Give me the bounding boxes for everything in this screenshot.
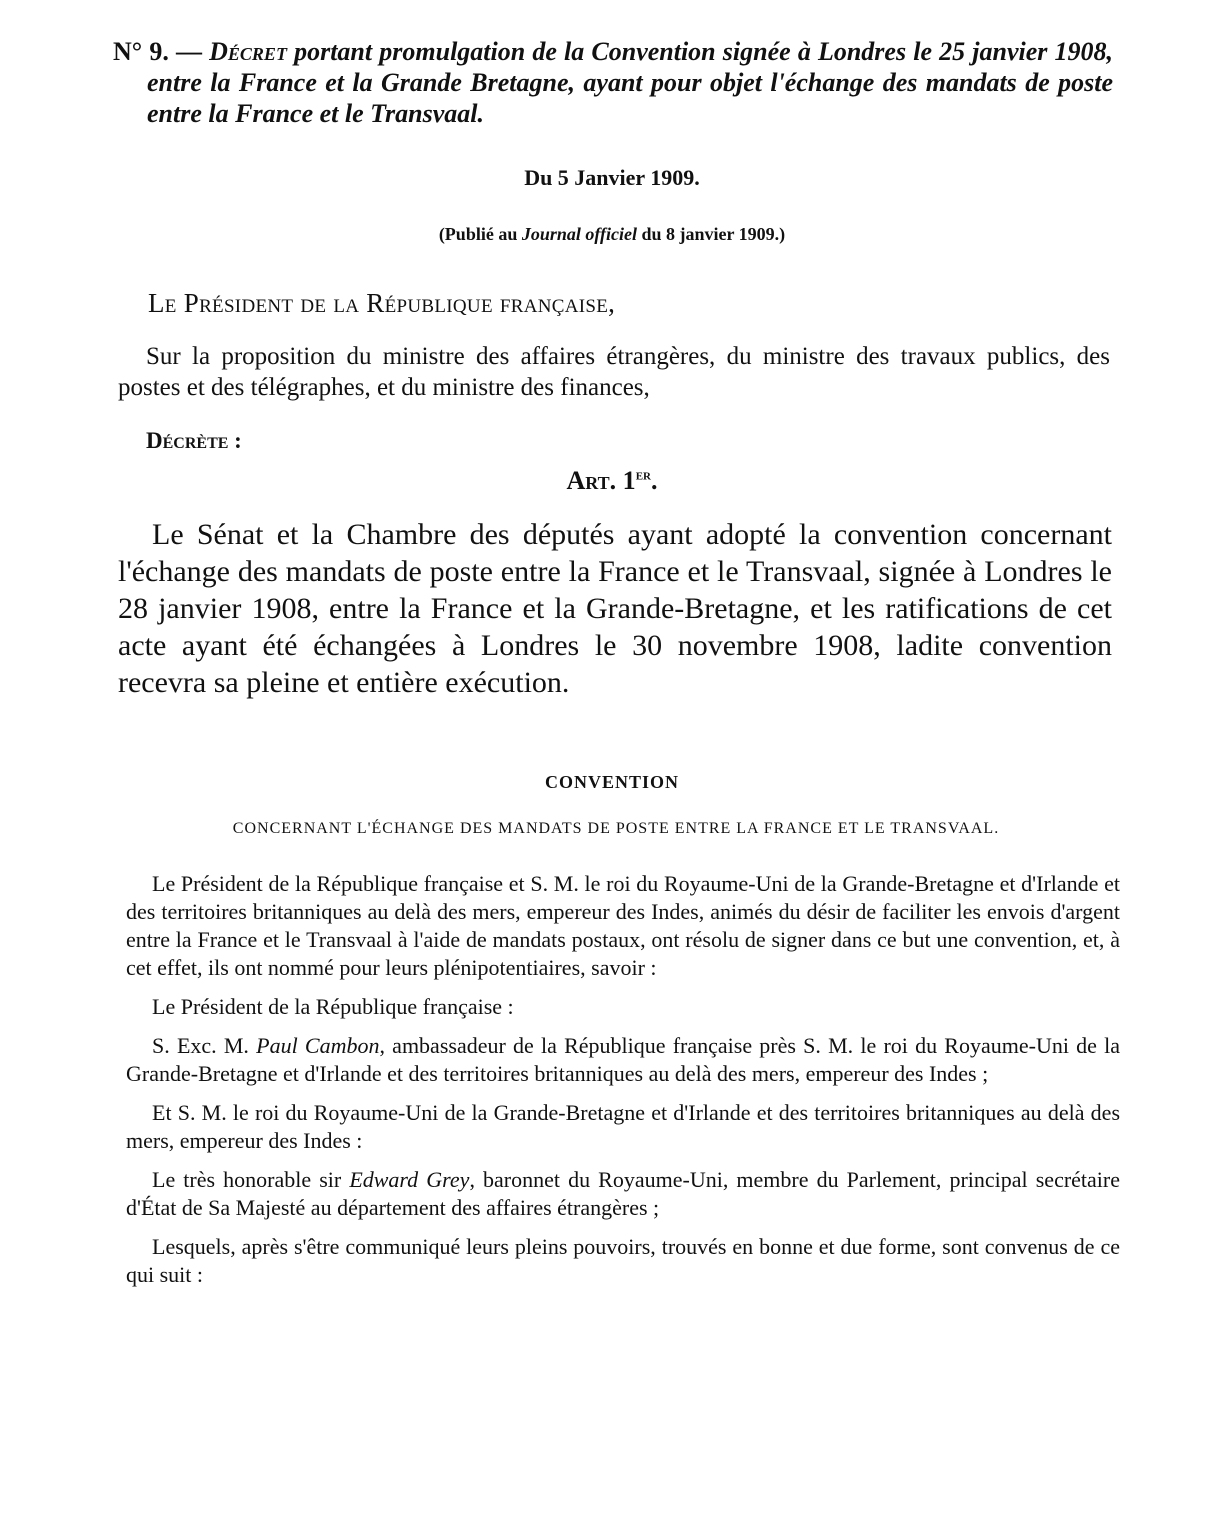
article-text: Le Sénat et la Chambre des députés ayant adopté la convention concernant l'échange des mandats de poste entre la France et le Transvaal, signée à Londres le 28 janvier 1908, entre la France et la Grande-Bretagne, et les ratifications de cet acte ayant été échangées à Londres le 30 novembre 1908, ladite convention recevra sa pleine et entière exécution.	[118, 518, 1112, 699]
convention-subtitle: CONCERNANT L'ÉCHANGE DES MANDATS DE POSTE ENTRE LA FRANCE ET LE TRANSVAAL.	[232, 820, 1000, 837]
article-sup: er	[635, 467, 651, 484]
publication-note-before: (Publié au	[438, 224, 518, 244]
grey-after: , baronnet du Royaume-Uni, membre du Parlement, principal secrétaire d'État de Sa Majesté au département des affaires étrangères ;	[126, 1167, 1121, 1220]
proposition-paragraph: Sur la proposition du ministre des affaires étrangères, du ministre des travaux publics, des postes et des télégraphes, et du ministre des finances,	[118, 343, 1110, 401]
decree-date: Du 5 Janvier 1909.	[524, 165, 700, 190]
convention-body	[126, 870, 1120, 1300]
convention-title: CONVENTION	[544, 772, 679, 792]
president-heading: Le Président de la République française,	[148, 288, 616, 318]
decree-title	[113, 36, 1113, 129]
decree-dash: —	[175, 37, 202, 66]
decree-header	[113, 36, 1113, 129]
convention-paragraph-british-king: Et S. M. le roi du Royaume-Uni de la Grande-Bretagne et d'Irlande et des territoires britanniques au delà des mers, empereur des Indes :	[126, 1100, 1120, 1153]
decree-word: Décret	[209, 37, 287, 66]
publication-note-after: du 8 janvier 1909.)	[641, 224, 786, 244]
publication-note	[0, 224, 1224, 245]
convention-paragraph-grey	[126, 1166, 1120, 1222]
article-label: Art. 1	[566, 466, 636, 495]
convention-paragraph-agreement: Lesquels, après s'être communiqué leurs pleins pouvoirs, trouvés en bonne et due forme, sont convenus de ce qui suit :	[126, 1234, 1120, 1287]
convention-paragraph-preamble: Le Président de la République française et S. M. le roi du Royaume-Uni de la Grande-Bretagne et d'Irlande et des territoires britanniques au delà des mers, empereur des Indes, animés du désir de faciliter les envois d'argent entre la France et le Transvaal à l'aide de mandats postaux, ont résolu de signer dans ce but une convention, et, à cet effet, ils ont nommé pour leurs plénipotentiaires, savoir :	[126, 871, 1120, 980]
article-heading	[0, 466, 1224, 496]
decree-title-text: portant promulgation de la Convention signée à Londres le 25 janvier 1908, entre la France et la Grande Bretagne, ayant pour objet l'échange des mandats de poste entre la France et le Transvaal.	[147, 37, 1114, 128]
convention-paragraph-cambon	[126, 1032, 1120, 1088]
plenipotentiary-name-grey: Edward Grey	[349, 1167, 470, 1192]
cambon-after: , ambassadeur de la République française près S. M. le roi du Royaume-Uni de la Grande-Bretagne et d'Irlande et des territoires britanniques au delà des mers, empereur des Indes ;	[126, 1033, 1121, 1086]
journal-name: Journal officiel	[521, 224, 637, 244]
convention-paragraph-french-president: Le Président de la République française :	[152, 994, 514, 1019]
grey-before: Le très honorable sir	[152, 1167, 342, 1192]
decree-number: N° 9.	[113, 37, 169, 66]
decrete-heading: Décrète :	[146, 428, 242, 453]
plenipotentiary-name-cambon: Paul Cambon	[256, 1033, 380, 1058]
article-suffix: .	[650, 466, 658, 495]
cambon-before: S. Exc. M.	[152, 1033, 249, 1058]
